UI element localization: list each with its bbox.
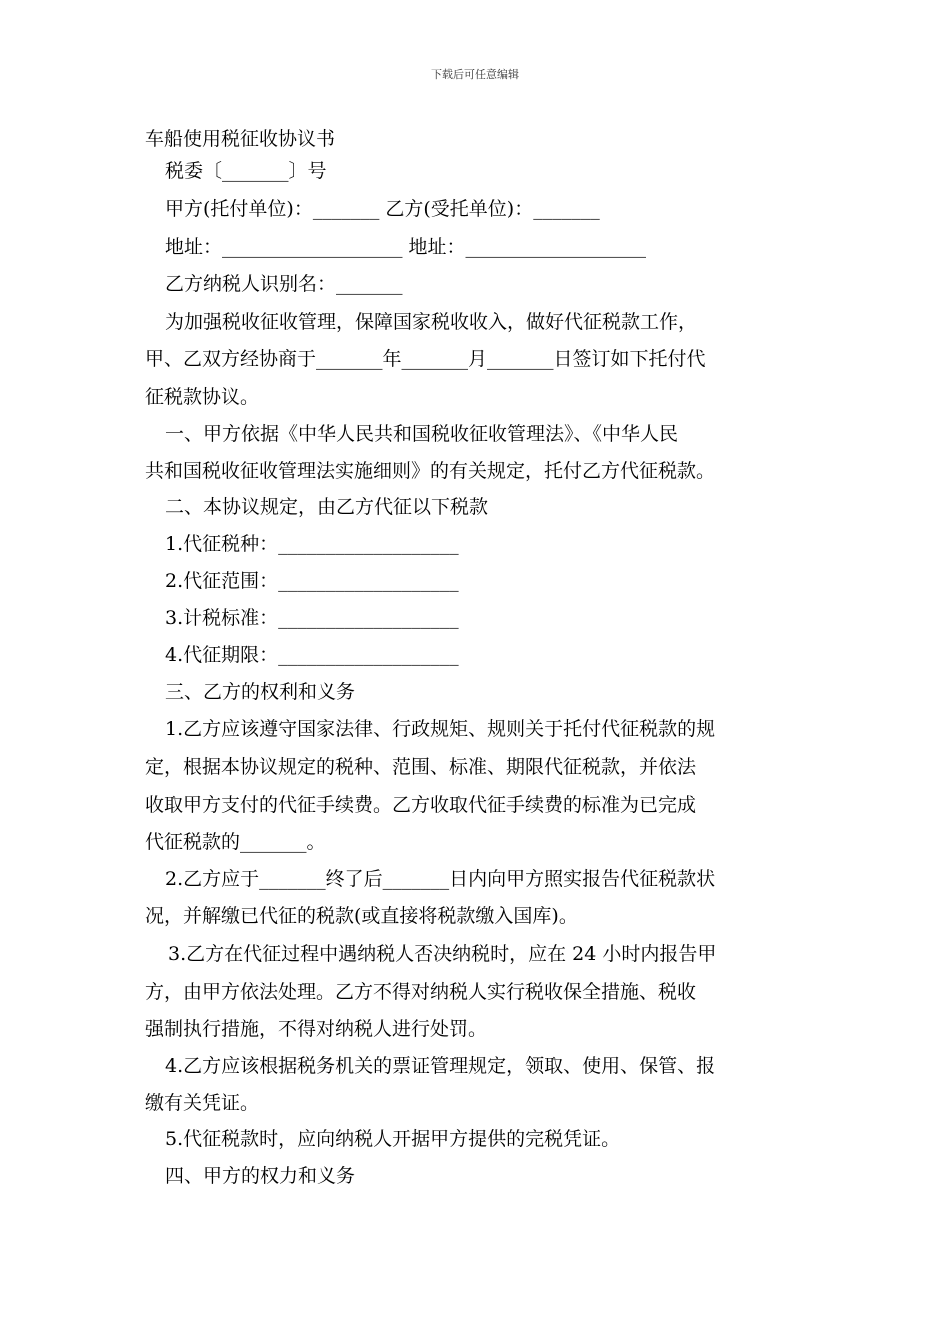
document-line: 3.计税标准：___________________ (165, 607, 459, 629)
document-line: 2.乙方应于_______终了后_______日内向甲方照实报告代征税款状 (165, 868, 716, 890)
document-line: 地址：___________________ 地址：___________________ (165, 236, 647, 258)
document-line: 3.乙方在代征过程中遇纳税人否决纳税时，应在 24 小时内报告甲 (168, 943, 717, 965)
document-line: 代征税款的_______。 (145, 831, 326, 853)
document-line: 4.代征期限：___________________ (165, 644, 459, 666)
document-line: 2.代征范围：___________________ (165, 570, 459, 592)
document-line: 税委〔_______〕号 (165, 160, 327, 182)
document-line: 三、乙方的权利和义务 (165, 681, 356, 703)
document-line: 4.乙方应该根据税务机关的票证管理规定，领取、使用、保管、报 (165, 1055, 716, 1077)
document-line: 缴有关凭证。 (145, 1092, 260, 1114)
document-line: 况，并解缴已代征的税款(或直接将税款缴入国库)。 (145, 905, 578, 927)
document-line: 乙方纳税人识别名：_______ (165, 273, 403, 295)
document-line: 征税款协议。 (145, 386, 260, 408)
document-line: 甲方(托付单位)：_______ 乙方(受托单位)：_______ (165, 198, 600, 220)
document-line: 1.乙方应该遵守国家法律、行政规矩、规则关于托付代征税款的规 (165, 718, 716, 740)
document-line: 为加强税收征收管理，保障国家税收收入，做好代征税款工作， (165, 311, 698, 333)
document-line: 5.代征税款时，应向纳税人开据甲方提供的完税凭证。 (165, 1128, 621, 1150)
document-line: 1.代征税种：___________________ (165, 533, 459, 555)
page-header: 下载后可任意编辑 (431, 68, 519, 81)
document-line: 二、本协议规定，由乙方代征以下税款 (165, 496, 489, 518)
document-line: 方，由甲方依法处理。乙方不得对纳税人实行税收保全措施、税收 (145, 981, 697, 1003)
document-line: 甲、乙双方经协商于_______年_______月_______日签订如下托付代 (145, 348, 706, 370)
document-line: 强制执行措施，不得对纳税人进行处罚。 (145, 1018, 488, 1040)
document-line: 一、甲方依据《中华人民共和国税收征收管理法》、《中华人民 (165, 423, 679, 445)
document-title: 车船使用税征收协议书 (145, 128, 336, 150)
document-line: 共和国税收征收管理法实施细则》的有关规定，托付乙方代征税款。 (145, 460, 716, 482)
document-line: 定，根据本协议规定的税种、范围、标准、期限代征税款，并依法 (145, 756, 697, 778)
document-line: 四、甲方的权力和义务 (165, 1165, 356, 1187)
document-line: 收取甲方支付的代征手续费。乙方收取代征手续费的标准为已完成 (145, 794, 697, 816)
